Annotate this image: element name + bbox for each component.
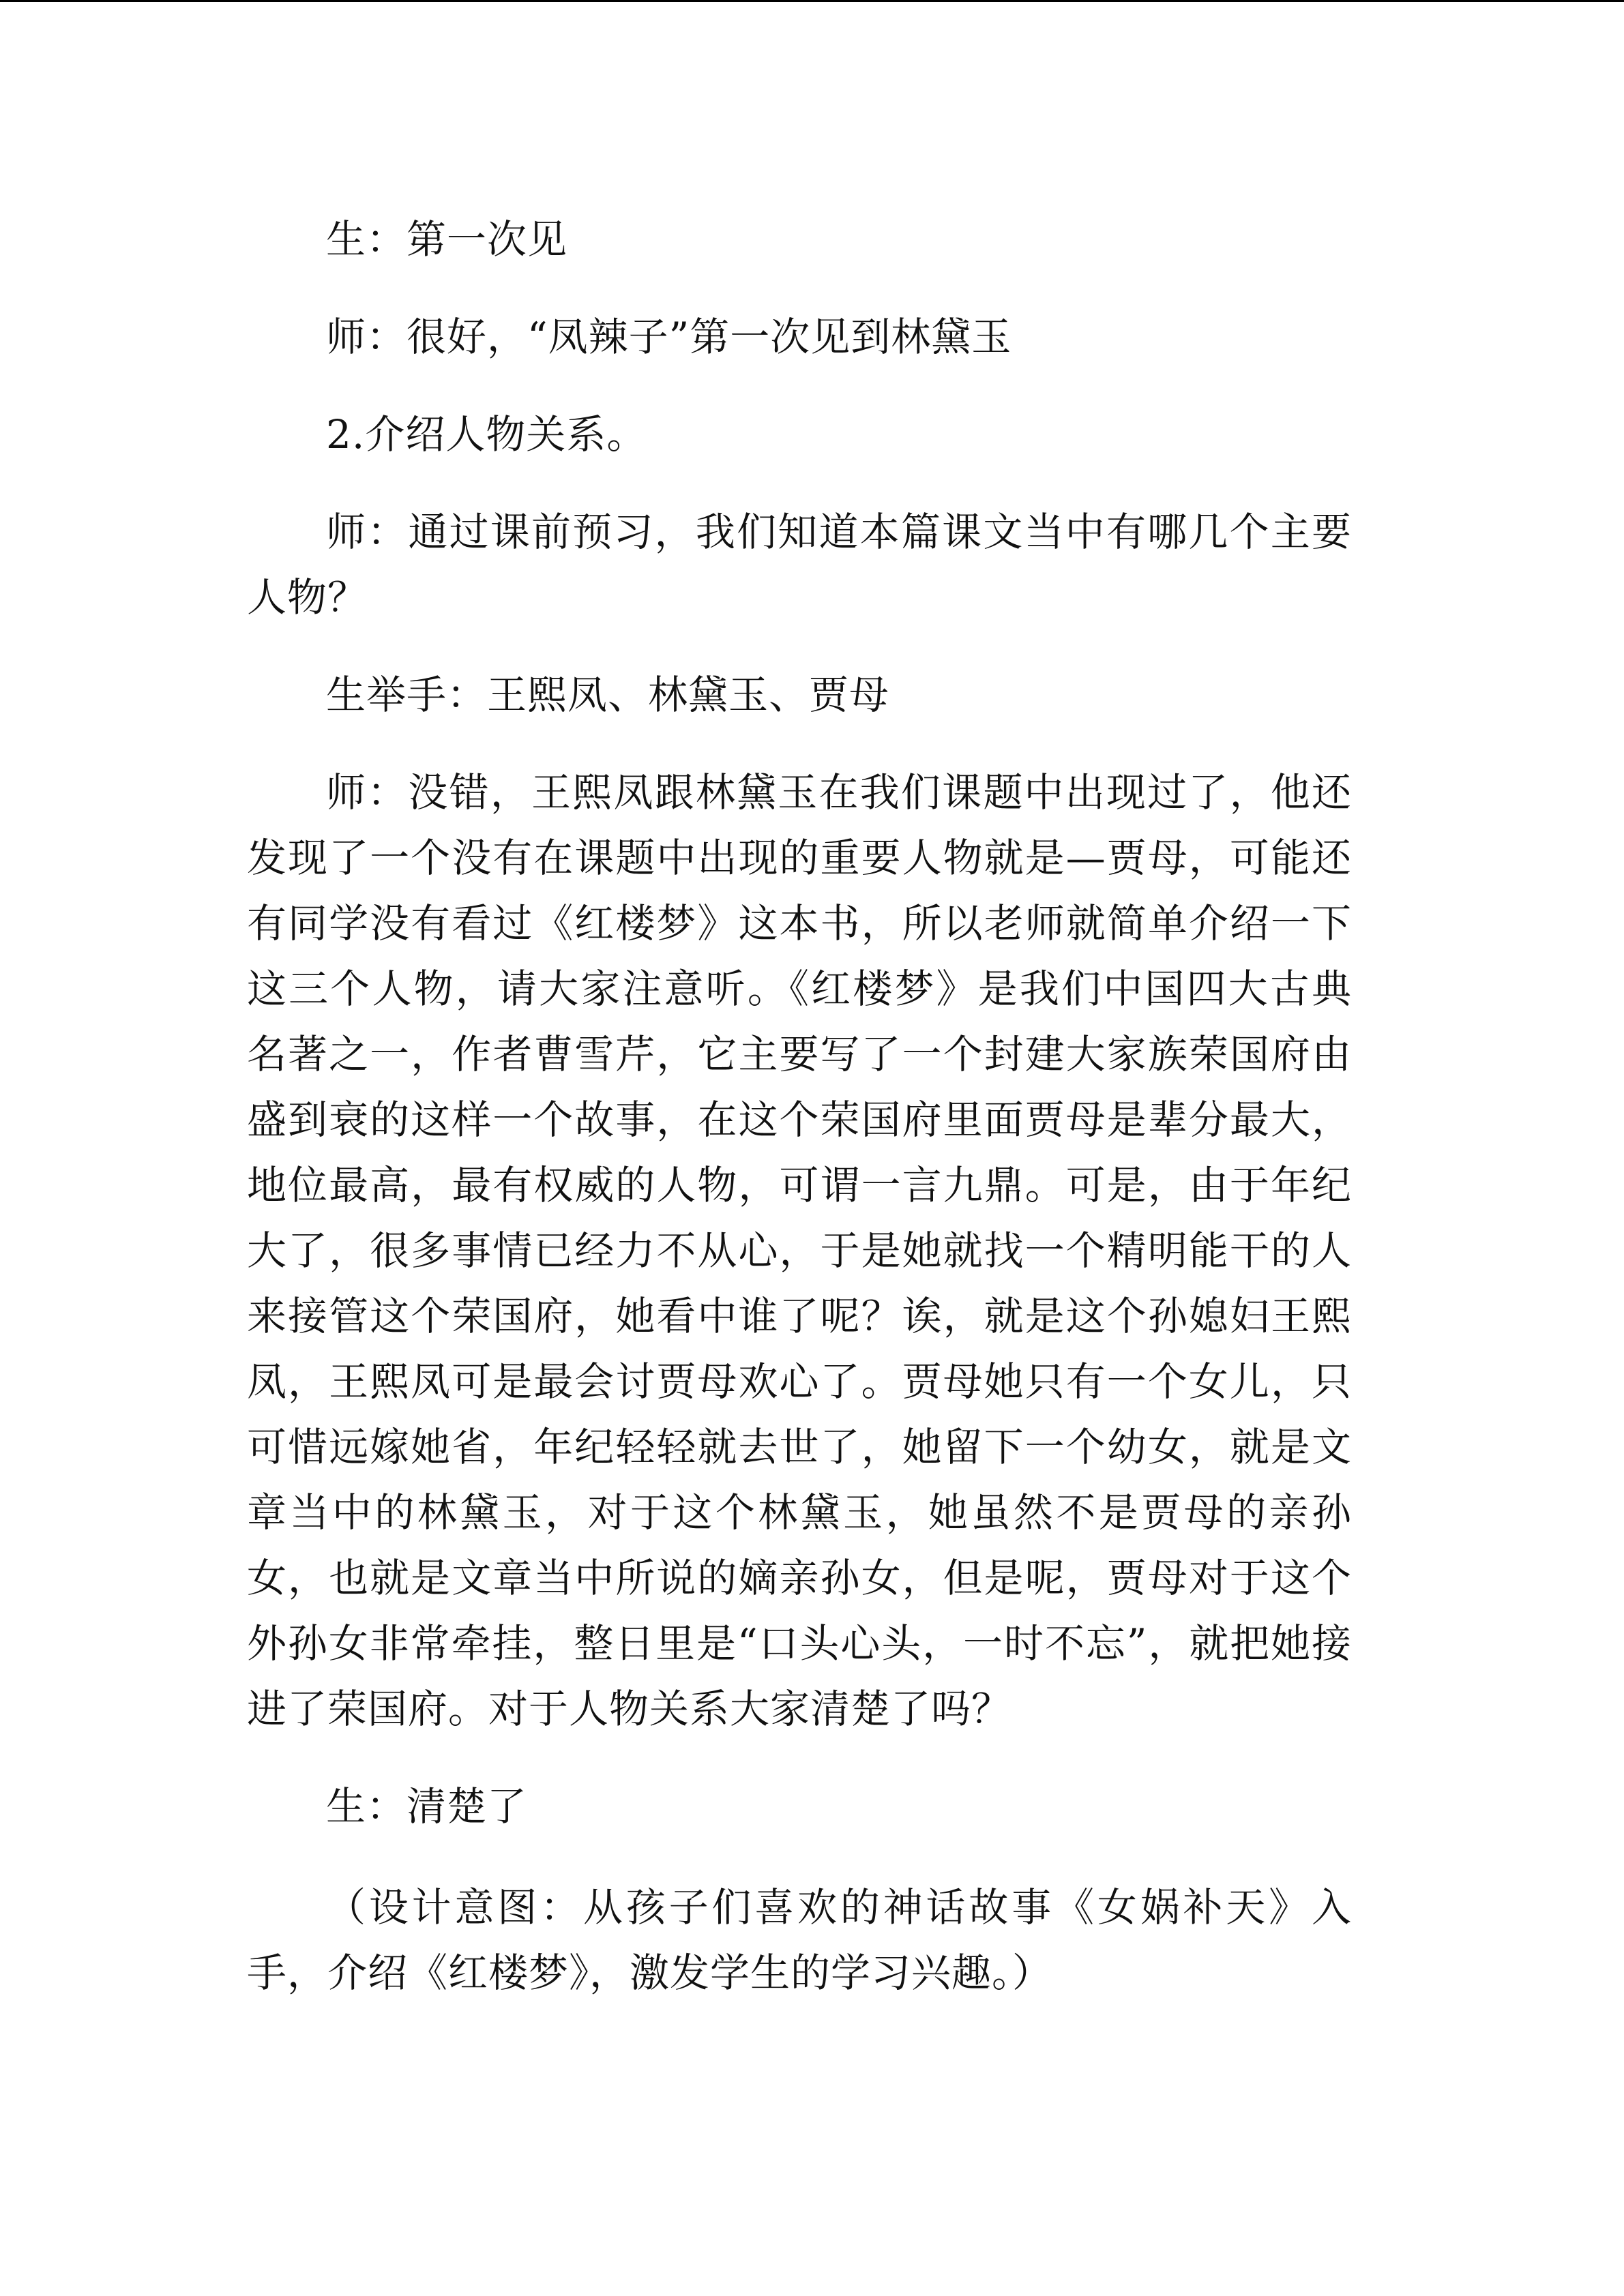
paragraph-design-intent: （设计意图：从孩子们喜欢的神话故事《女娲补天》入手，介绍《红楼梦》，激发学生的学习兴趣。） [247, 1884, 1352, 1996]
paragraph-teacher-praise: 师：很好，“凤辣子”第一次见到林黛玉 [326, 314, 1012, 360]
paragraph-section-heading: 2.介绍人物关系。 [326, 411, 647, 458]
paragraph-teacher-introduction: 师：没错，王熙凤跟林黛玉在我们课题中出现过了，他还发现了一个没有在课题中出现的重要人物就是—贾母，可能还有同学没有看过《红楼梦》这本书，所以老师就简单介绍一下这三个人物，请大家注意听。《红楼梦》是我们中国四大古典名著之一，作者曹雪芹，它主要写了一个封建大家族荣国府由盛到衰的这样一个故事，在这个荣国府里面贾母是辈分最大，地位最高，最有权威的人物，可谓一言九鼎。可是，由于年纪大了，很多事情已经力不从心，于是她就找一个精明能干的人来接管这个荣国府，她看中谁了呢？诶，就是这个孙媳妇王熙凤，王熙凤可是最会讨贾母欢心了。贾母她只有一个女儿，只可惜远嫁她省，年纪轻轻就去世了，她留下一个幼女，就是文章当中的林黛玉，对于这个林黛玉，她虽然不是贾母的亲孙女，也就是文章当中所说的嫡亲孙女，但是呢，贾母对于这个外孙女非常牵挂，整日里是“口头心头，一时不忘”，就把她接进了荣国府。对于人物关系大家清楚了吗？ [247, 769, 1352, 1732]
document-body [247, 207, 1352, 2006]
paragraph-student-first-meeting: 生：第一次见 [326, 216, 568, 263]
paragraph-student-understood: 生：清楚了 [326, 1783, 528, 1830]
paragraph-student-answer: 生举手：王熙凤、林黛玉、贾母 [326, 672, 890, 718]
paragraph-teacher-question: 师：通过课前预习，我们知道本篇课文当中有哪几个主要人物？ [247, 509, 1352, 621]
